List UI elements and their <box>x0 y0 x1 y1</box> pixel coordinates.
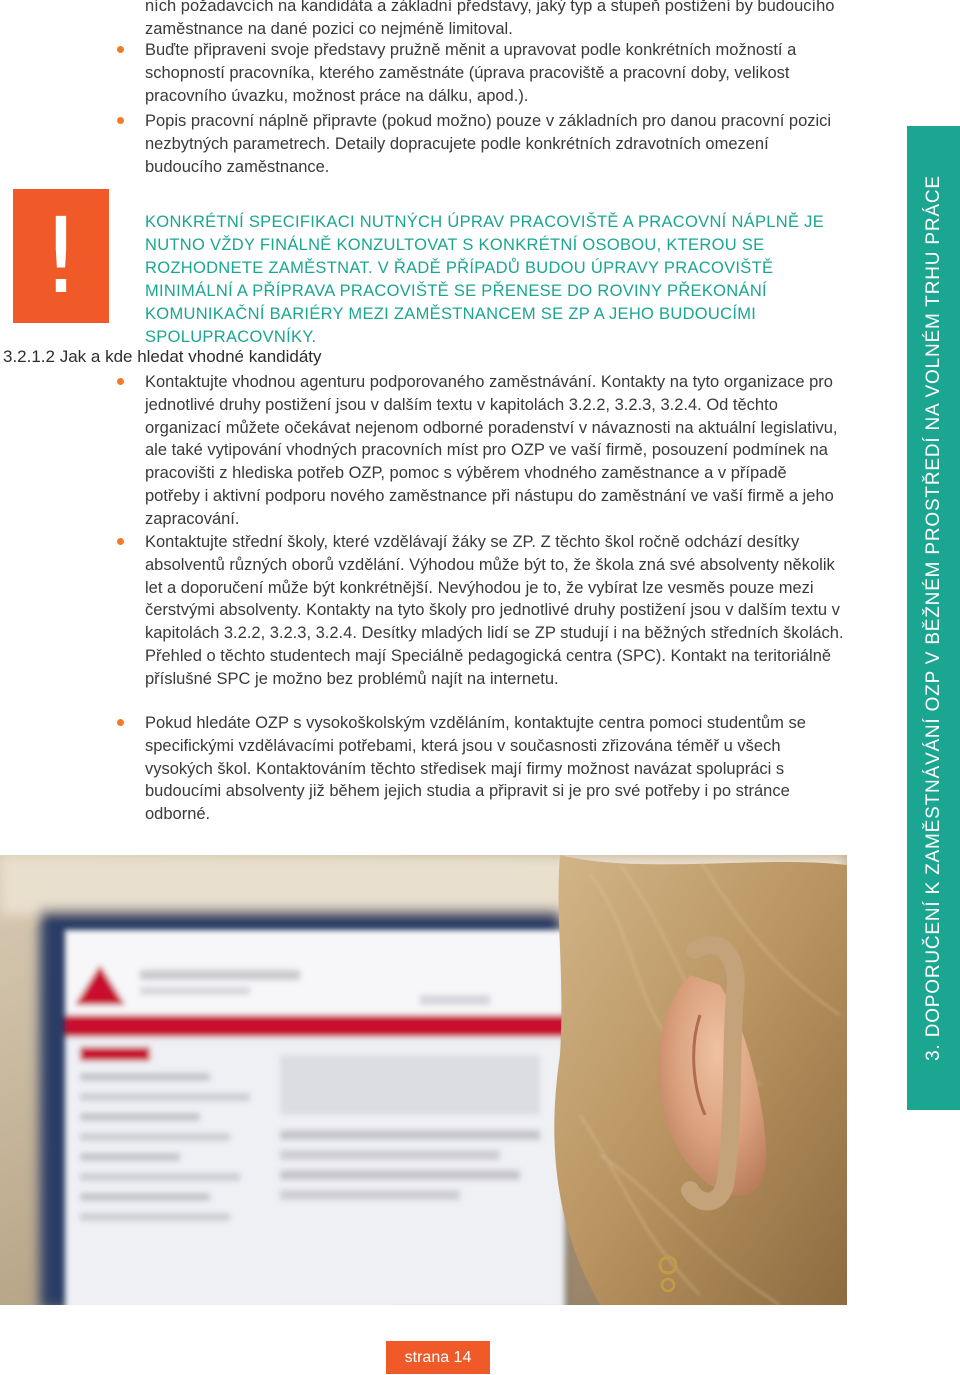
photo-illustration <box>0 855 847 1305</box>
bullet-dot <box>117 538 124 545</box>
bullet-dot <box>117 117 124 124</box>
page-number: strana 14 <box>386 1341 490 1374</box>
bullet-schools: Kontaktujte střední školy, které vzdělávají žáky se ZP. Z těchto škol ročně odchází desítky absolventů různých oborů vzdělání. Výhodou může být to, že škola zná své absolventy několik let a doporučení může být konkrétnější. Nevýhodou je to, že vybírat lze vesměs pouze mezi čerstvými absolventy. Kontakty na tyto školy pro jednotlivé druhy postižení jsou v dalším textu v kapitolách 3.2.2, 3.2.3, 3.2.4. Desítky mladých lidí se ZP studují i na běžných středních školách. Přehled o těchto studentech mají Speciálně pedagogická centra (SPC). Kontakt na teritoriálně příslušné SPC je možno bez problémů najít na internetu. <box>145 533 844 688</box>
bullet-dot <box>117 46 124 53</box>
chapter-title: 3. DOPORUČENÍ K ZAMĚSTNÁVÁNÍ OZP V BĚŽNÉM PROSTŘEDÍ NA VOLNÉM TRHU PRÁCE <box>922 175 944 1061</box>
notice-text: KONKRÉTNÍ SPECIFIKACI NUTNÝCH ÚPRAV PRACOVIŠTĚ A PRACOVNÍ NÁPLNĚ JE NUTNO VŽDY FINÁLNĚ KONZULTOVAT S KONKRÉTNÍ OSOBOU, KTEROU SE ROZHODNETE ZAMĚSTNAT. V ŘADĚ PŘÍPADŮ BUDOU ÚPRAVY PRACOVIŠTĚ MINIMÁLNÍ A PŘÍPRAVA PRACOVIŠTĚ SE PŘENESE DO ROVINY PŘEKONÁNÍ KOMUNIKAČNÍ BARIÉRY MEZI ZAMĚSTNANCEM SE ZP A JEHO BUDOUCÍMI SPOLUPRACOVNÍKY. <box>145 213 825 346</box>
intro-paragraph: ních požadavcích na kandidáta a základní představy, jaký typ a stupeň postižení by budoucího zaměstnance na dané pozici co nejméně limitoval. <box>145 0 835 38</box>
intro-bullet-job-description: Popis pracovní náplně připravte (pokud možno) pouze v základních pro danou pracovní pozici nezbytných parametrech. Detaily dopracujete podle konkrétních zdravotních omezení budoucího zaměstnance. <box>145 112 832 176</box>
bullet-agency: Kontaktujte vhodnou agenturu podporovaného zaměstnávání. Kontakty na tyto organizace pro jednotlivé druhy postižení jsou v dalším textu v kapitolách 3.2.2, 3.2.3, 3.2.4. Od těchto organizací můžete očekávat nejenom odborné poradenství v návaznosti na aktuální legislativu, ale také vytipování vhodných pracovních míst pro OZP ve vaší firmě, posouzení podmínek na pracovišti z hlediska potřeb OZP, pomoc s výběrem vhodného zaměstnance a v případě potřeby i aktivní podporu nového zaměstnance při nástupu do zaměstnání ve vaší firmě a jeho zapracování. <box>145 373 838 528</box>
section-heading: 3.2.1.2 Jak a kde hledat vhodné kandidáty <box>3 347 322 366</box>
intro-bullet-flexibility: Buďte připraveni svoje představy pružně měnit a upravovat podle konkrétních možností a schopností pracovníka, kterého zaměstnáte (úprava pracoviště a pracovní doby, velikost pracovního úvazku, možnost práce na dálku, apod.). <box>145 41 797 105</box>
photo-hearing-aid-user <box>0 855 847 1305</box>
bullet-dot <box>117 378 124 385</box>
warning-box <box>13 189 109 323</box>
exclamation-icon: ! <box>40 195 82 317</box>
bullet-universities: Pokud hledáte OZP s vysokoškolským vzděláním, kontaktujte centra pomoci studentům se specifickými vzdělávacími potřebami, která jsou v současnosti zřizována téměř u všech vysokých škol. Kontaktováním těchto středisek mají firmy možnost navázat spolupráci s budoucími absolventy již během jejich studia a připravit si je pro své potřeby i po stránce odborné. <box>145 714 806 824</box>
chapter-sidebar <box>907 126 960 1110</box>
bullet-dot <box>117 719 124 726</box>
